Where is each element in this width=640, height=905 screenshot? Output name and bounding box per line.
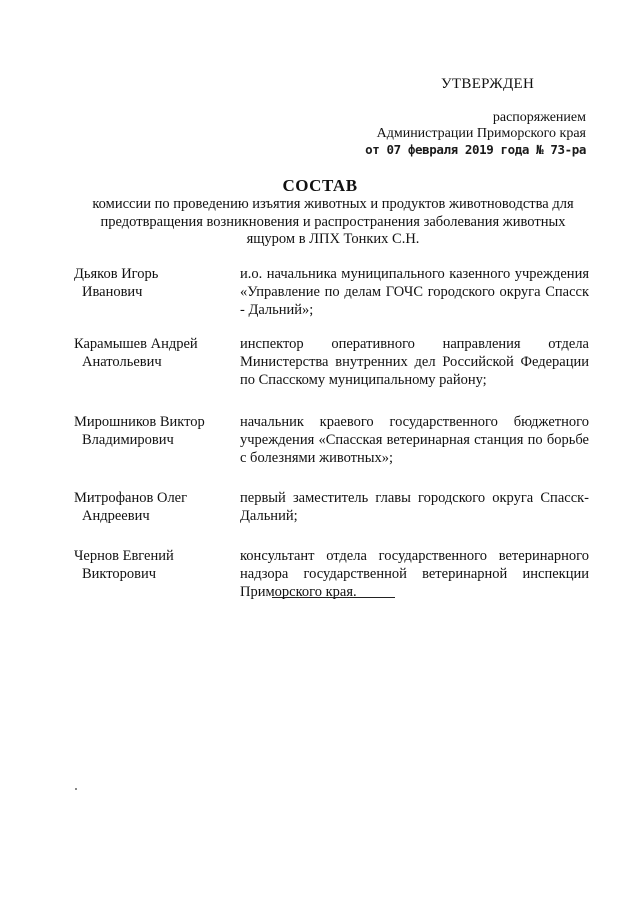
- member-row: [74, 413, 589, 467]
- approval-line-order: распоряжением: [492, 110, 586, 125]
- member-patronymic: Иванович: [82, 284, 143, 300]
- member-patronymic: Викторович: [82, 566, 157, 582]
- scan-speck: [75, 788, 77, 790]
- member-surname-name: Мирошников Виктор: [74, 414, 205, 430]
- document-title: СОСТАВ: [282, 176, 358, 195]
- approval-line-date-number: от 07 февраля 2019 года № 73-ра: [365, 142, 586, 157]
- member-position: и.о. начальника муниципального казенного учреждения «Управление по делам ГОЧС городского округа Спасск - Дальний»;: [240, 266, 589, 318]
- member-surname-name: Дьяков Игорь: [74, 266, 159, 282]
- member-patronymic: Андреевич: [82, 508, 150, 524]
- member-position: начальник краевого государственного бюджетного учреждения «Спасская ветеринарная станция по борьбе с болезнями животных»;: [240, 414, 589, 466]
- member-name: [74, 335, 240, 371]
- commission-members-list: [74, 265, 589, 601]
- member-name: [74, 413, 240, 449]
- member-row: [74, 547, 589, 601]
- member-surname-name: Карамышев Андрей: [74, 336, 198, 352]
- member-row: [74, 335, 589, 389]
- closing-divider: [272, 597, 395, 598]
- approval-line-authority: Администрации Приморского края: [376, 126, 586, 141]
- member-patronymic: Владимирович: [82, 432, 174, 448]
- member-position: инспектор оперативного направления отдела Министерства внутренних дел Российской Федерации по Спасскому муниципальному району;: [240, 336, 589, 388]
- member-name: [74, 265, 240, 301]
- member-name: [74, 547, 240, 583]
- member-row: [74, 489, 589, 525]
- document-subtitle: комиссии по проведению изъятия животных и продуктов животноводства для предотвращения возникновения и распространения заболевания животных ящуром в ЛПХ Тонких С.Н.: [92, 196, 574, 247]
- member-row: [74, 265, 589, 319]
- approval-stamp-title: УТВЕРЖДЕН: [441, 76, 535, 92]
- member-position: первый заместитель главы городского округа Спасск-Дальний;: [240, 490, 589, 524]
- member-surname-name: Митрофанов Олег: [74, 490, 188, 506]
- member-name: [74, 489, 240, 525]
- member-surname-name: Чернов Евгений: [74, 548, 174, 564]
- member-patronymic: Анатольевич: [82, 354, 162, 370]
- member-position: консультант отдела государственного ветеринарного надзора государственной ветеринарной инспекции Приморского края.: [240, 548, 589, 600]
